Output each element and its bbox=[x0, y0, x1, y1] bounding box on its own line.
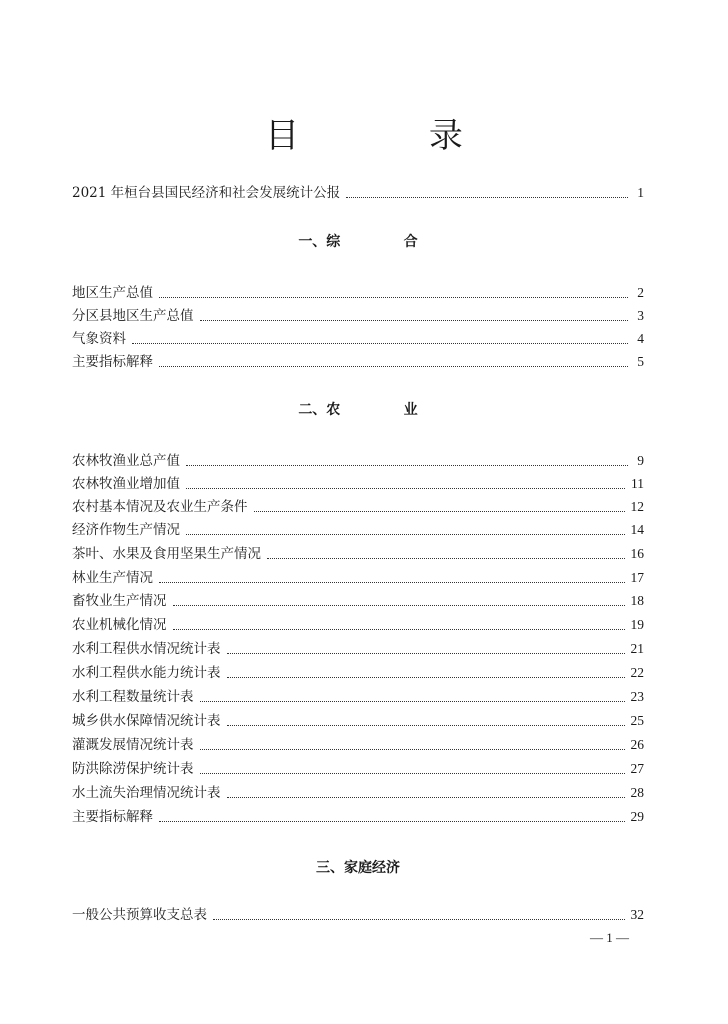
toc-entry[interactable] bbox=[72, 638, 644, 658]
leader-dots bbox=[200, 700, 625, 702]
entry-label: 经济作物生产情况 bbox=[72, 522, 180, 538]
leader-dots bbox=[200, 772, 625, 774]
leader-dots bbox=[173, 628, 625, 630]
entry-label: 农林牧渔业增加值 bbox=[72, 476, 180, 492]
entry-label: 灌溉发展情况统计表 bbox=[72, 737, 194, 753]
leader-dots bbox=[186, 487, 625, 489]
entry-page-number: 16 bbox=[630, 546, 644, 561]
leader-dots bbox=[132, 342, 628, 344]
section-heading: 二、农 业 bbox=[298, 402, 418, 418]
entry-label: 地区生产总值 bbox=[72, 285, 153, 301]
entry-page-number: 11 bbox=[631, 476, 644, 491]
toc-title: 目 录 bbox=[265, 116, 463, 156]
entry-page-number: 25 bbox=[630, 713, 644, 728]
entry-label: 农村基本情况及农业生产条件 bbox=[72, 499, 248, 515]
entry-label: 农林牧渔业总产值 bbox=[72, 453, 180, 469]
toc-entry[interactable] bbox=[72, 567, 644, 587]
entry-page-number: 18 bbox=[630, 593, 644, 608]
toc-entry[interactable] bbox=[72, 305, 644, 325]
leader-dots bbox=[213, 918, 625, 920]
toc-entry[interactable] bbox=[72, 710, 644, 730]
entry-page-number: 4 bbox=[637, 331, 644, 346]
leader-dots bbox=[159, 820, 625, 822]
entry-label: 水利工程数量统计表 bbox=[72, 689, 194, 705]
leader-dots bbox=[227, 724, 625, 726]
toc-entry[interactable] bbox=[72, 473, 644, 493]
entry-page-number: 2 bbox=[637, 285, 644, 300]
toc-entry[interactable] bbox=[72, 590, 644, 610]
entry-page-number: 29 bbox=[630, 809, 644, 824]
entry-label: 水利工程供水能力统计表 bbox=[72, 665, 221, 681]
leader-dots bbox=[173, 604, 625, 606]
toc-entry[interactable] bbox=[72, 806, 644, 826]
page-footer-number: — 1 — bbox=[590, 930, 629, 945]
toc-entry[interactable] bbox=[72, 328, 644, 348]
toc-entry-report[interactable] bbox=[72, 182, 644, 202]
leader-dots bbox=[267, 557, 625, 559]
section-heading: 一、综 合 bbox=[298, 234, 418, 250]
entry-page-number: 17 bbox=[630, 570, 644, 585]
entry-label: 主要指标解释 bbox=[72, 354, 153, 370]
leader-dots bbox=[227, 676, 625, 678]
entry-label: 林业生产情况 bbox=[72, 570, 153, 586]
entry-label: 一般公共预算收支总表 bbox=[72, 907, 207, 923]
entry-label: 水利工程供水情况统计表 bbox=[72, 641, 221, 657]
toc-entry[interactable] bbox=[72, 282, 644, 302]
entry-page-number: 26 bbox=[630, 737, 644, 752]
toc-entry[interactable] bbox=[72, 904, 644, 924]
entry-page-number: 32 bbox=[630, 907, 644, 922]
entry-page-number: 28 bbox=[630, 785, 644, 800]
toc-entry[interactable] bbox=[72, 662, 644, 682]
entry-label: 主要指标解释 bbox=[72, 809, 153, 825]
leader-dots bbox=[200, 319, 629, 321]
toc-entry[interactable] bbox=[72, 734, 644, 754]
entry-label: 分区县地区生产总值 bbox=[72, 308, 194, 324]
entry-page-number: 3 bbox=[637, 308, 644, 323]
entry-label: 气象资料 bbox=[72, 331, 126, 347]
leader-dots bbox=[186, 464, 628, 466]
toc-entry[interactable] bbox=[72, 351, 644, 371]
entry-page-number: 5 bbox=[637, 354, 644, 369]
leader-dots bbox=[200, 748, 625, 750]
leader-dots bbox=[346, 196, 628, 198]
entry-page-number: 23 bbox=[630, 689, 644, 704]
leader-dots bbox=[227, 796, 625, 798]
leader-dots bbox=[159, 365, 628, 367]
entry-page-number: 21 bbox=[630, 641, 644, 656]
entry-page-number: 19 bbox=[630, 617, 644, 632]
entry-label: 防洪除涝保护统计表 bbox=[72, 761, 194, 777]
toc-entry[interactable] bbox=[72, 686, 644, 706]
leader-dots bbox=[159, 296, 628, 298]
entry-label: 农业机械化情况 bbox=[72, 617, 167, 633]
toc-entry[interactable] bbox=[72, 614, 644, 634]
entry-page-number: 1 bbox=[637, 185, 644, 200]
toc-entry[interactable] bbox=[72, 519, 644, 539]
toc-entry[interactable] bbox=[72, 450, 644, 470]
entry-label: 畜牧业生产情况 bbox=[72, 593, 167, 609]
entry-label: 水土流失治理情况统计表 bbox=[72, 785, 221, 801]
entry-page-number: 12 bbox=[630, 499, 644, 514]
entry-page-number: 27 bbox=[630, 761, 644, 776]
entry-label: 城乡供水保障情况统计表 bbox=[72, 713, 221, 729]
toc-entry[interactable] bbox=[72, 543, 644, 563]
entry-page-number: 22 bbox=[630, 665, 644, 680]
leader-dots bbox=[159, 581, 625, 583]
entry-page-number: 14 bbox=[630, 522, 644, 537]
leader-dots bbox=[227, 652, 625, 654]
entry-label: 茶叶、水果及食用坚果生产情况 bbox=[72, 546, 261, 562]
section-heading: 三、家庭经济 bbox=[316, 860, 400, 876]
toc-entry[interactable] bbox=[72, 496, 644, 516]
toc-entry[interactable] bbox=[72, 758, 644, 778]
toc-entry[interactable] bbox=[72, 782, 644, 802]
entry-page-number: 9 bbox=[637, 453, 644, 468]
leader-dots bbox=[254, 510, 625, 512]
leader-dots bbox=[186, 533, 625, 535]
entry-label: 2021 年桓台县国民经济和社会发展统计公报 bbox=[72, 185, 341, 201]
